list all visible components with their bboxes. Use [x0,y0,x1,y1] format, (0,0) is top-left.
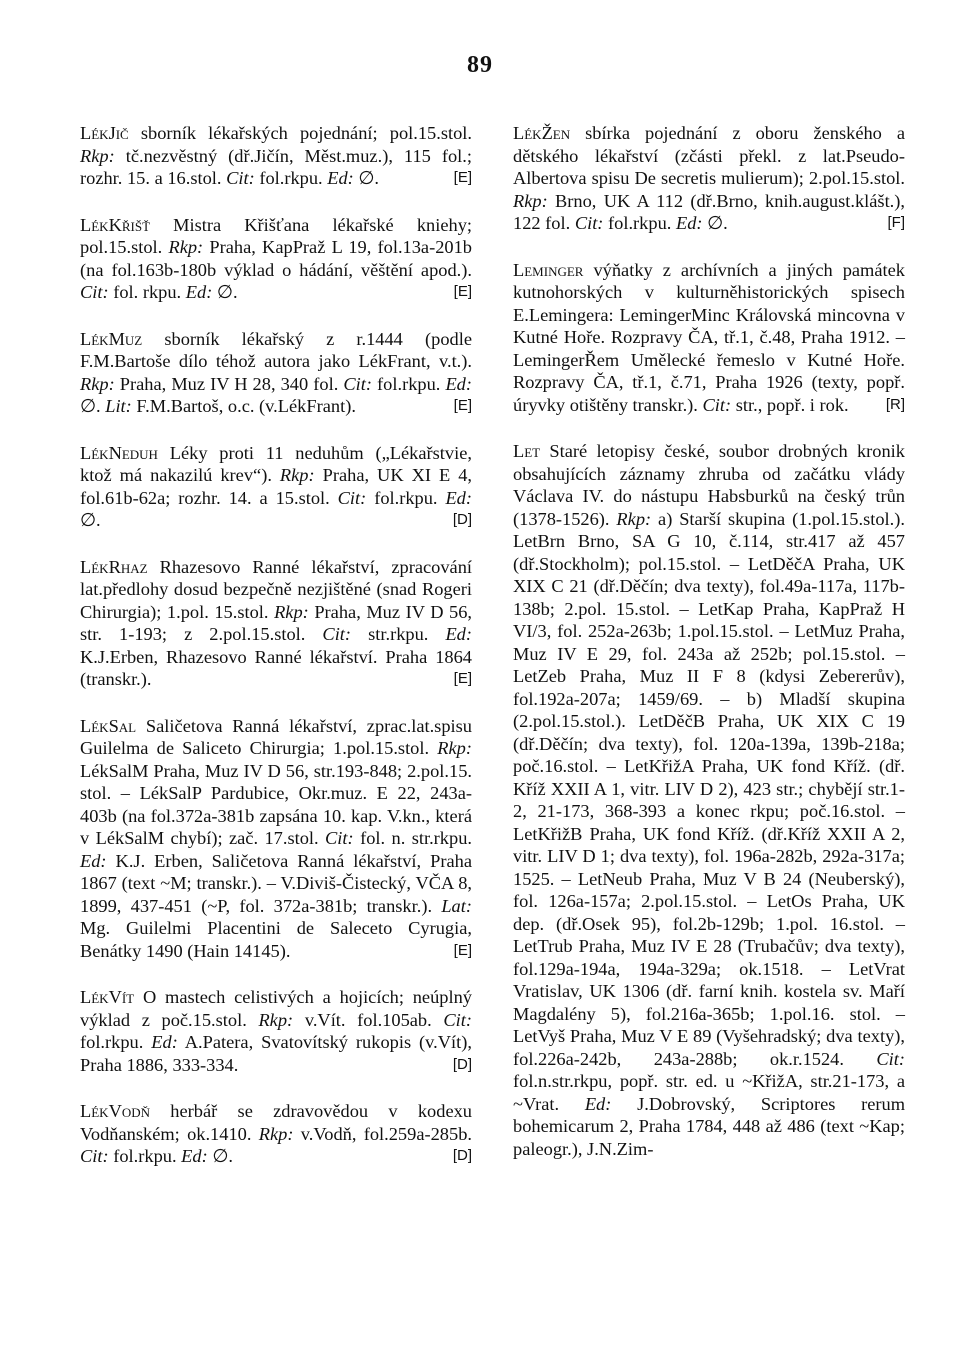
entry-field-label: Cit: [325,828,354,849]
entry-field-label: Rkp: [258,1009,294,1030]
dictionary-entry [80,442,472,532]
entry-field-label: Ed: [181,1146,208,1167]
entry-text: fol.rkpu. [80,1032,152,1053]
entry-text: fol.rkpu. [603,213,676,234]
entry-text: K.J. Erben, Saličetova Ranná lékařství, Praha 1867 (text ~M; transkr.). – V.Diviš-Čistecký, VČA 8, 1899, 437-451 (~P, fol. 372a-381b; transkr.). [80,850,472,916]
entry-text: Mistra Křišťana lékařské kniehy; pol.15.stol. [80,214,472,258]
entry-text: ∅. [80,396,106,417]
page-number: 89 [467,52,493,78]
entry-headword: LékKřišť [80,214,151,235]
right-column [513,104,905,1184]
entry-field-label: Cit: [80,1146,109,1167]
dictionary-entry [80,328,472,418]
entry-field-label: Ed: [80,850,107,871]
entry-field-label: Ed: [185,282,213,303]
entry-field-label: Ed: [327,168,354,189]
entry-tag: [D] [452,1055,472,1073]
entry-text: v.Vít. fol.105ab. [293,1009,444,1030]
entry-text: fol.n.str.rkpu, popř. str. ed. u ~KřižA, str.21-173, a ~Vrat. [513,1071,905,1114]
entry-text: ∅. [353,168,380,189]
entry-text: v.Vodň, fol.259a-285b. [293,1123,472,1144]
entry-tag: [E] [453,397,472,415]
entry-field-label: Rkp: [80,373,115,394]
dictionary-entry [80,556,472,691]
entry-text: Praha, Muz IV D 56, str. 1-193; z 2.pol.15.stol. [80,601,472,645]
entry-field-label: Rkp: [513,190,548,211]
entry-text: Léky proti 11 neduhům („Lékařstvie, ktož má nakazilú krev“). [80,442,472,486]
entry-field-label: Ed: [675,213,703,234]
entry-field-label: Ed: [445,487,472,508]
entry-text: ∅. [702,213,728,234]
entry-text: fol.rkpu. [366,487,446,508]
entry-field-label: Cit: [443,1009,472,1030]
entry-field-label: Ed: [584,1093,612,1114]
entry-field-label: Lat: [441,895,472,916]
entry-text: fol. n. str.rkpu. [353,828,472,849]
entry-text: ∅. [80,510,101,531]
entry-field-label: Rkp: [258,1123,294,1144]
entry-text: fol. rkpu. [108,282,186,303]
entry-field-label: Rkp: [168,237,204,258]
entry-text: A.Patera, Svatovítský rukopis (v.Vít), Praha 1886, 333-334. [80,1032,472,1075]
left-column [80,104,472,1192]
entry-headword: LékŽen [513,123,571,144]
entry-tag: [E] [453,169,472,187]
entry-headword: Leminger [513,259,584,280]
entry-tag: [E] [453,283,472,301]
dictionary-entry [513,259,905,417]
entry-text: výňatky z archívních a jiných památek kutnohorských v kulturněhistorických spisech E.Lemingera: LemingerMinc Královská mincovna v Kutné Hoře. Rozpravy ČA, tř.1, č.48, Praha 1912. – LemingerŘem Umělecké řemeslo v Kutné Hoře. Rozpravy ČA, tř.1, č.71, Praha 1926 (texty, popř. úryvky otištěny transkr.). [513,259,905,415]
entry-field-label: Ed: [445,373,473,394]
entry-text: J.Dobrovský, Scriptores rerum bohemicarum 2, Praha 1784, 448 až 486 (text ~Kap; paleogr.), J.N.Zim- [513,1093,906,1159]
entry-text: str., popř. i rok. [731,394,849,415]
entry-field-label: Cit: [343,373,372,394]
entry-headword: LékMuz [80,328,143,349]
entry-headword: LékVodň [80,1101,151,1122]
entry-tag: [R] [885,395,905,413]
entry-text: fol.rkpu. [108,1146,182,1167]
entry-text: Praha, KapPraž L 19, fol.13a-201b (na fol.163b-180b výklad o hádání, věštění apod.). [80,237,472,280]
entry-headword: LékJič [80,123,129,144]
entry-text: sbírka pojednání z oboru ženského a dětského lékařství (zčásti překl. z lat.Pseudo-Albertova spisu De secretis mulierum); 2.pol.15.stol. [513,123,905,189]
entry-field-label: Ed: [445,624,472,645]
entry-text: Praha, UK XI E 4, fol.61b-62a; rozhr. 14. a 15.stol. [80,465,472,508]
entry-tag: [E] [453,941,472,959]
entry-headword: LékVít [80,987,135,1008]
entry-text: ∅. [212,282,238,303]
dictionary-entry [513,440,905,1160]
entry-field-label: Rkp: [80,145,115,166]
dictionary-entry [80,1100,472,1168]
entry-text: a) Starší skupina (1.pol.15.stol.). LetBrn Brno, SA G 10, č.114, str.417 až 457 (dř.Stockholm); pol.15.stol. – LetDěčA Praha, UK XIX C 21 (dř.Děčín; dva texty), fol.49a-117a, 117b-138b; 2.pol. 15.stol. – LetKap Praha, KapPraž H VI/3, fol. 252a-263b; 1.pol.15.stol. – LetMuz Praha, Muz IV E 29, fol. 243a až 252b; pol.15.stol. – LetZeb Praha, Muz II F 8 (kdysi Zebererův), fol.192a-207a; 1459/69. – b) Mladší skupina (2.pol.15.stol.). LetDěčB Praha, UK XIX C 19 (dř.Děčín; dva texty), fol. 120a-139a, 139b-218a; poč.16.stol. – LetKřižA Praha, UK fond Kříž. (dř. Kříž XXII A 1, vitr. LIV D 2), 423 str.; chybějí str.1-2, 21-173, 368-393 a konec rkpu; poč.16.stol. – LetKřižB Praha, UK fond Kříž. (dř.Kříž XXII A 2, vitr. LIV D 1; dva texty), fol. 196a-282b, 292a-317a; 1525. – LetNeub Praha, Muz V B 24 (Neuberský), fol. 126a-157a; 2.pol.15.stol. – LetOs Praha, UK dep. (dř.Osek 95), fol.2b-129b; 1.pol. 16.stol. – LetTrub Praha, Muz IV E 28 (Trubačův; dva texty), fol.129a-194a, 194a-329a; ok.1518. – LetVrat Vratislav, UK 1306 (dř. farní knih. kostela sv. Maří Magdalény 5), fol.216a-365b; 1.pol.16. stol. – LetVyš Praha, Muz V E 89 (Vyšehradský; dva texty), fol.226a-242b, 243a-288b; ok.r.1524. [513,508,905,1069]
entry-text: Mg. Guilelmi Placentini de Saleceto Cyrugia, Benátky 1490 (Hain 14145). [80,918,472,961]
entry-text: Saličetova Ranná lékařství, zprac.lat.spisu Guilelma de Saliceto Chirurgia; 1.pol.15.stol. [80,715,472,759]
entry-headword: LékSal [80,715,137,736]
entry-field-label: Cit: [337,487,367,508]
entry-text: Praha, Muz IV H 28, 340 fol. [114,373,344,394]
entry-text: Brno, UK A 112 (dř.Brno, knih.august.klášt.), 122 fol. [513,190,905,234]
entry-text: herbář se zdravovědou v kodexu Vodňanském; ok.1410. [80,1101,472,1144]
entry-text: O mastech celistivých a hojicích; neúplný výklad z poč.15.stol. [80,987,472,1030]
entry-text: tč.nezvěstný (dř.Jičín, Měst.muz.), 115 fol.; rozhr. 15. a 16.stol. [80,145,472,189]
entry-tag: [D] [452,1147,472,1165]
entry-field-label: Cit: [226,168,255,189]
entry-tag: [D] [452,511,472,529]
entry-text: K.J.Erben, Rhazesovo Ranné lékařství. Praha 1864 (transkr.). [80,646,472,690]
entry-tag: [F] [887,214,905,232]
entry-text: F.M.Bartoš, o.c. (v.LékFrant). [131,396,356,417]
entry-field-label: Cit: [702,394,732,415]
entry-field-label: Rkp: [279,465,315,486]
entry-headword: Let [513,441,541,462]
entry-field-label: Cit: [876,1048,905,1069]
entry-text: Rhazesovo Ranné lékařství, zpracování lat.předlohy dosud bezpečně nezjištěné (snad Rogeri Chirurgia); 1.pol. 15.stol. [80,556,472,622]
entry-text: LékSalM Praha, Muz IV D 56, str.193-848; 2.pol.15. stol. – LékSalP Pardubice, Okr.muz. E 22, 243a-403b (na fol.372a-381b zapsána 10. kap. V.kn., která v LékSalM chybí); zač. 17.stol. [80,760,472,849]
entry-field-label: Cit: [574,213,604,234]
dictionary-entry [80,986,472,1076]
dictionary-entry [80,214,472,304]
entry-field-label: Cit: [322,624,352,645]
dictionary-entry [80,715,472,963]
entry-field-label: Rkp: [437,738,472,759]
dictionary-entry [80,122,472,190]
entry-text: fol.rkpu. [254,168,328,189]
entry-field-label: Ed: [151,1032,178,1053]
entry-text: sborník lékařských pojednání; pol.15.stol. [128,123,472,144]
entry-tag: [E] [453,670,472,688]
entry-text: Staré letopisy české, soubor drobných kronik obsahujících záznamy zhruba od začátku vlády Václava IV. do nástupu Habsburků na český trůn (1378-1526). [513,441,905,529]
entry-headword: LékRhaz [80,556,148,577]
entry-field-label: Rkp: [616,508,652,529]
entry-field-label: Cit: [80,282,109,303]
entry-text: ∅. [207,1146,233,1167]
entry-headword: LékNeduh [80,442,158,463]
dictionary-entry [513,122,905,235]
entry-text: fol.rkpu. [371,373,446,394]
entry-text: str.rkpu. [351,624,446,645]
entry-text: sborník lékařský z r.1444 (podle F.M.Bartoše dílo téhož autora jako LékFrant, v.t.). [80,328,472,372]
entry-field-label: Rkp: [274,601,309,622]
entry-field-label: Lit: [105,396,132,417]
